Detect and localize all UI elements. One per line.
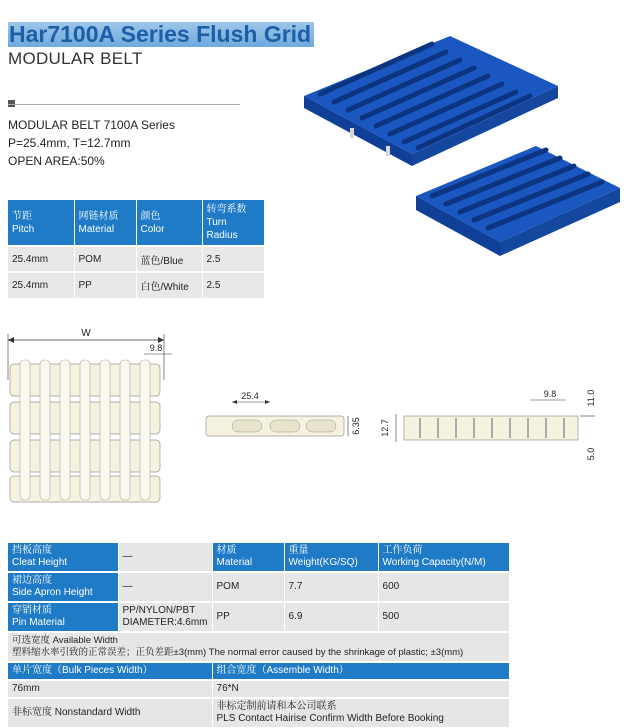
cell-material: POM [74,246,136,272]
cell-turn-radius: 2.5 [202,246,264,272]
spec-line-pitch: P=25.4mm, T=12.7mm [8,136,131,150]
cell-color: 蓝色/Blue [136,246,202,272]
apron-height-en: Side Apron Height [12,587,93,598]
row-capacity: 500 [378,602,509,632]
pin-material-value: PP/NYLON/PBT [122,605,196,616]
pin-material-cn: 穿销材质 [12,605,52,616]
material-table [8,200,265,298]
belt-module-upper [304,36,558,166]
dim-w: W [81,328,91,339]
dim-25-4: 25.4 [241,391,259,401]
cell-color: 白色/White [136,272,202,298]
page-title: Har7100A Series Flush Grid [8,22,314,47]
weight-en: Weight(KG/SQ) [288,557,358,568]
table-row [8,246,264,272]
edge-view-diagram [380,386,610,466]
dim-5-0: 5.0 [586,447,596,461]
spec-line-open-area: OPEN AREA:50% [8,154,105,168]
row-weight: 6.9 [284,602,378,632]
assemble-width-label: 组合宽度（Assemble Width） [212,662,509,680]
cleat-height-cn: 挡板高度 [12,545,52,556]
belt-product-image [300,36,620,266]
header-color-cn: 颜色 [140,210,161,222]
table-row [8,272,264,298]
pin-diameter-value: DIAMETER:4.6mm [122,617,208,628]
section-divider [8,104,240,105]
row-weight: 7.7 [284,572,378,602]
header [8,22,314,69]
material-table-header [8,200,264,246]
cleat-height-en: Cleat Height [12,557,68,568]
cell-material: PP [74,272,136,298]
cell-pitch: 25.4mm [8,272,74,298]
header-turn-cn: 转弯系数 [206,204,247,215]
dim-9-8-top: 9.8 [149,343,163,353]
bulk-width-value: 76mm [8,680,212,698]
apron-height-cn: 裙边高度 [12,575,52,586]
material-en: Material [216,557,253,568]
header-material-cn: 网链材质 [78,210,119,222]
assemble-width-value: 76*N [212,680,509,698]
dim-11-0: 11.0 [586,389,596,407]
spec-line-series: MODULAR BELT 7100A Series [8,118,175,132]
row-material: PP [212,602,284,632]
table-row [8,572,510,602]
page-subtitle: MODULAR BELT [8,49,143,68]
nonstandard-note-cn: 非标定制前请和本公司联系 [216,701,337,712]
nonstandard-width-label: 非标宽度 Nonstandard Width [8,698,212,728]
dim-9-8-edge: 9.8 [543,389,557,399]
cleat-height-value: — [118,543,212,572]
dim-12-7: 12.7 [380,419,390,437]
top-view-diagram [6,326,186,506]
side-view-diagram [204,388,364,448]
pin-material-en: Pin Material [12,617,65,628]
available-width-label: 可选宽度 Available Width [12,635,118,646]
bulk-width-label: 单片宽度（Bulk Pieces Width） [8,662,212,680]
apron-height-value: — [118,572,212,602]
header-material-en: Material [78,223,115,235]
header-color-en: Color [140,223,165,235]
header-turn-en: Turn Radius [206,217,238,241]
cell-turn-radius: 2.5 [202,272,264,298]
nonstandard-note-en: PLS Contact Hairise Confirm Width Before Booking [216,713,444,724]
tolerance-note: 塑料缩水率引致的正常误差；正负差距±3(mm) The normal error caused by the shrinkage of plastic; ±3(mm) [12,647,464,658]
cell-pitch: 25.4mm [8,246,74,272]
header-pitch-cn: 节距 [12,210,32,222]
table-row [8,602,510,632]
capacity-en: Working Capacity(N/M) [382,557,486,568]
header-pitch-en: Pitch [12,223,35,235]
dim-6-35: 6.35 [351,417,361,435]
weight-cn: 重量 [288,545,309,556]
row-capacity: 600 [378,572,509,602]
belt-module-lower [416,146,620,256]
spec-summary [8,116,175,170]
row-material: POM [212,572,284,602]
material-cn: 材质 [216,545,237,556]
capacity-cn: 工作负荷 [382,545,423,556]
spec-table [8,543,510,728]
